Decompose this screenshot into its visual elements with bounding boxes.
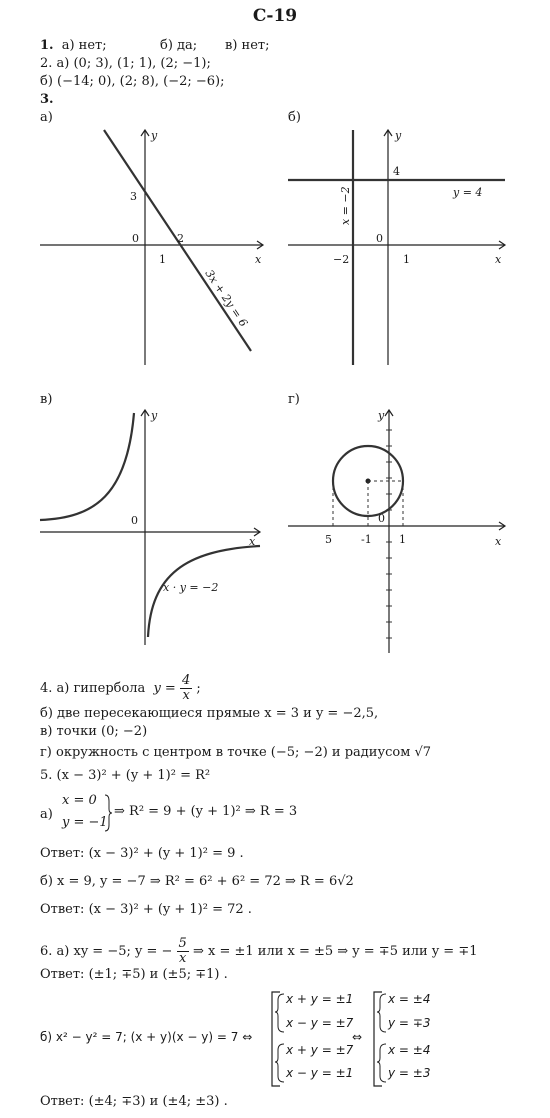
origin-label: 0 — [131, 514, 138, 527]
p5-a-brace — [103, 793, 113, 833]
x-axis-label: x — [495, 535, 502, 548]
p6-a-fraction — [177, 937, 189, 966]
p1-number: 1. — [40, 38, 54, 53]
p6-b-answer: Ответ: (±4; ∓3) и (±4; ±3) . — [40, 1094, 228, 1109]
p1-answer-b: б) да; — [160, 38, 198, 53]
tick-2: 2 — [177, 232, 184, 245]
graph-v — [35, 405, 270, 650]
p4-a-end: ; — [196, 681, 201, 696]
p6-a-rest: ⇒ x = ±1 или x = ±5 ⇒ y = ∓5 или y = ∓1 — [192, 944, 478, 959]
tick-1: 1 — [159, 253, 166, 266]
x-axis-label: x — [249, 535, 256, 548]
p6-a-denominator: x — [179, 951, 187, 966]
p4-v: в) точки (0; −2) — [40, 724, 148, 739]
tick-minus-2: −2 — [333, 253, 350, 266]
p6-r2b: y = ±3 — [388, 1066, 431, 1080]
tick-1: 1 — [399, 533, 406, 546]
p4-a-numerator: 4 — [181, 673, 191, 688]
p6-r1a: x = ±4 — [388, 992, 431, 1006]
p6-a — [40, 937, 478, 966]
p6-b-equiv: ⇔ — [352, 1030, 363, 1044]
origin-label: 0 — [132, 232, 139, 245]
p6-s1b: x − y = ±7 — [286, 1016, 354, 1030]
tick-1: 1 — [403, 253, 410, 266]
p5-head: 5. (x − 3)² + (y + 1)² = R² — [40, 768, 211, 783]
tick-5: 5 — [325, 533, 332, 546]
p4-a-text: 4. а) гипербола — [40, 681, 146, 696]
tick-minus-1: -1 — [361, 533, 372, 546]
p1-answer-v: в) нет; — [225, 38, 270, 53]
p4-b: б) две пересекающиеся прямые x = 3 и y = −2,5, — [40, 706, 379, 721]
graph-b — [283, 125, 513, 370]
origin-label: 0 — [376, 232, 383, 245]
y-axis-label: y — [151, 409, 158, 422]
p4-g: г) окружность с центром в точке (−5; −2) и радиусом √7 — [40, 745, 432, 760]
x-axis-label: x — [495, 253, 502, 266]
p6-a-text: 6. а) xy = −5; y = − — [40, 944, 173, 959]
p4-a-denominator: x — [182, 688, 190, 703]
graph-v-label: в) — [40, 392, 53, 407]
p4-a — [40, 674, 201, 703]
p6-a-answer: Ответ: (±1; ∓5) и (±5; ∓1) . — [40, 967, 228, 982]
x-axis-label: x — [255, 253, 262, 266]
p6-s2b: x − y = ±1 — [286, 1066, 354, 1080]
p5-a-label: а) — [40, 807, 53, 822]
p1-answer-a: а) нет; — [61, 38, 107, 53]
p5-b: б) x = 9, y = −7 ⇒ R² = 6² + 6² = 72 ⇒ R = 6√2 — [40, 874, 354, 889]
y-axis-label: y — [395, 129, 402, 142]
tick-3: 3 — [130, 190, 137, 203]
p6-b-outer-bracket — [266, 990, 286, 1088]
p2-line-a: 2. а) (0; 3), (1; 1), (2; −1); — [40, 56, 211, 71]
p5-a-result: ⇒ R² = 9 + (y + 1)² ⇒ R = 3 — [114, 804, 298, 819]
p2-line-b: б) (−14; 0), (2; 8), (−2; −6); — [40, 74, 225, 89]
p6-a-numerator: 5 — [178, 936, 187, 951]
p6-b-text: б) x² − y² = 7; (x + y)(x − y) = 7 ⇔ — [40, 1030, 253, 1044]
p5-a-sys1: x = 0 — [62, 793, 97, 808]
graph-a-label: а) — [40, 110, 53, 125]
graph-g-label: г) — [288, 392, 300, 407]
p6-s1a: x + y = ±1 — [286, 992, 354, 1006]
p6-r1b: y = ∓3 — [388, 1016, 431, 1030]
p5-b-answer: Ответ: (x − 3)² + (y + 1)² = 72 . — [40, 902, 252, 917]
graph-a — [35, 125, 270, 370]
p3-number: 3. — [40, 92, 54, 107]
graph-g — [283, 405, 513, 655]
hyperbola-branch-left — [40, 413, 134, 520]
p4-a-fraction — [180, 674, 192, 703]
p6-b-result-bracket — [368, 990, 388, 1088]
line-equation: 3x + 2y = 6 — [202, 267, 251, 330]
tick-4: 4 — [393, 165, 400, 178]
p1-row — [40, 38, 107, 53]
p5-a-answer: Ответ: (x − 3)² + (y + 1)² = 9 . — [40, 846, 244, 861]
y-axis-label: y — [378, 409, 385, 422]
hyperbola-equation: x · y = −2 — [163, 581, 219, 594]
page-title: С-19 — [252, 6, 298, 26]
y-axis-label: y — [151, 129, 158, 142]
p6-s2a: x + y = ±7 — [286, 1043, 354, 1057]
label-y-4: y = 4 — [453, 186, 483, 199]
label-x-minus-2: x = −2 — [339, 186, 352, 225]
p5-a-sys2: y = −1 — [62, 815, 108, 830]
p4-a-formula: y = — [153, 681, 180, 696]
graph-b-label: б) — [288, 110, 301, 125]
p6-r2a: x = ±4 — [388, 1043, 431, 1057]
origin-label: 0 — [378, 512, 385, 525]
